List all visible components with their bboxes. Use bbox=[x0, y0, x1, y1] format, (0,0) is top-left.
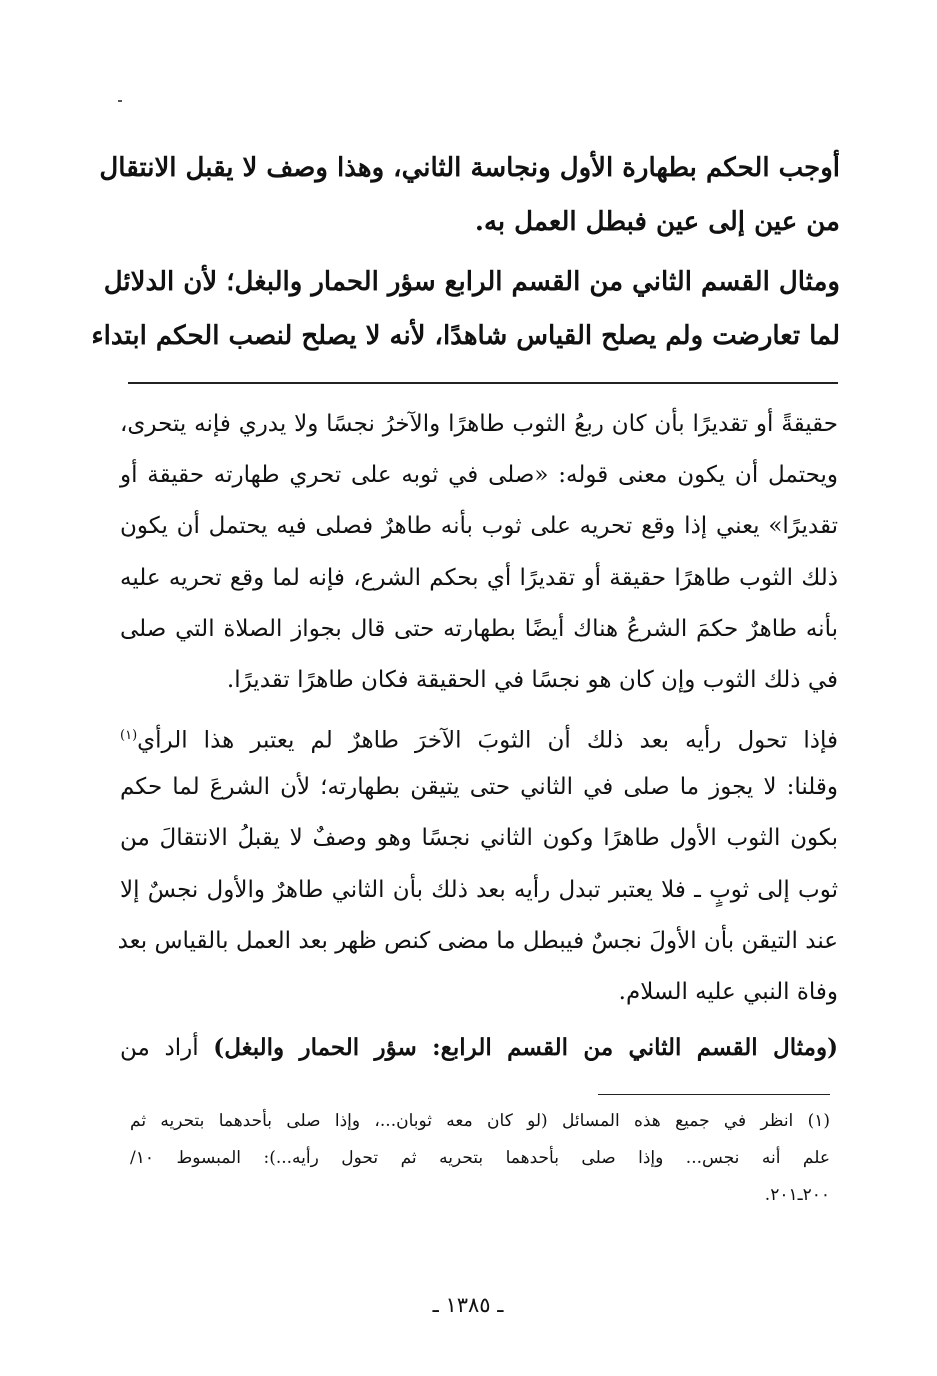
quote-tail: أراد من bbox=[120, 1035, 199, 1061]
main-text-line-1: أوجب الحكم بطهارة الأول ونجاسة الثاني، وهذا وصف لا يقبل الانتقال bbox=[99, 153, 840, 183]
scan-speck bbox=[118, 100, 122, 102]
page-number: ـ ١٣٨٥ ـ bbox=[432, 1293, 504, 1317]
footnote-marker: (١) bbox=[120, 728, 138, 743]
commentary2-line-2: وقلنا: لا يجوز ما صلى في الثاني حتى يتيقن بطهارته؛ لأن الشرعَ لما حكم bbox=[120, 774, 838, 800]
commentary2-line-6: وفاة النبي عليه السلام. bbox=[618, 979, 838, 1005]
commentary2-line-1-text: فإذا تحول رأيه بعد ذلك أن الثوبَ الآخرَ طاهرٌ لم يعتبر هذا الرأي bbox=[137, 727, 838, 754]
commentary-line-4: ذلك الثوب طاهرًا حقيقة أو تقديرًا أي بحكم الشرع، فإنه لما وقع تحريه عليه bbox=[120, 565, 838, 591]
commentary2-line-3: بكون الثوب الأول طاهرًا وكون الثاني نجسًا وهو وصفٌ لا يقبلُ الانتقالَ من bbox=[120, 825, 838, 851]
commentary-line-3: تقديرًا» يعني إذا وقع تحريه على ثوب بأنه طاهرٌ فصلى فيه يحتمل أن يكون bbox=[120, 513, 838, 539]
commentary-line-1: حقيقةً أو تقديرًا بأن كان ربعُ الثوب طاهرًا والآخرُ نجسًا ولا يدري فإنه يتحرى، bbox=[120, 411, 838, 437]
quote-line bbox=[120, 1030, 838, 1066]
main-separator-rule bbox=[128, 382, 838, 384]
commentary2-line-5: عند التيقن بأن الأولَ نجسٌ فيبطل ما مضى كنص ظهر بعد العمل بالقياس بعد bbox=[117, 928, 838, 954]
commentary2-line-4: ثوب إلى ثوبٍ ـ فلا يعتبر تبدل رأيه بعد ذلك بأن الثاني طاهرٌ والأول نجسٌ إلا bbox=[120, 877, 838, 903]
quote-close: ) bbox=[213, 1034, 225, 1061]
main-text-line-4: لما تعارضت ولم يصلح القياس شاهدًا، لأنه لا يصلح لنصب الحكم ابتداء bbox=[91, 321, 840, 351]
quote-phrase: ومثال القسم الثاني من القسم الرابع: سؤر الحمار والبغل bbox=[224, 1034, 828, 1061]
footnote-line-2: علم أنه نجس... وإذا صلى بأحدهما بتحريه ثم تحول رأيه...): المبسوط ١٠/ bbox=[130, 1148, 830, 1168]
footnote-line-3: ٢٠٠ـ٢٠١. bbox=[764, 1185, 830, 1205]
commentary-line-5: بأنه طاهرٌ حكمَ الشرعُ هناك أيضًا بطهارته حتى قال بجواز الصلاة التي صلى bbox=[120, 616, 838, 642]
main-text-line-2: من عين إلى عين فبطل العمل به. bbox=[474, 207, 840, 237]
commentary2-line-1 bbox=[120, 718, 838, 759]
commentary-line-6: في ذلك الثوب وإن كان هو نجسًا في الحقيقة فكان طاهرًا تقديرًا. bbox=[226, 667, 838, 693]
main-text-line-3: ومثال القسم الثاني من القسم الرابع سؤر الحمار والبغل؛ لأن الدلائل bbox=[103, 267, 840, 297]
footnote-separator-rule bbox=[598, 1094, 830, 1095]
commentary-line-2: ويحتمل أن يكون معنى قوله: «صلى في ثوبه على تحري طهارته حقيقة أو bbox=[120, 462, 838, 488]
quote-open: ( bbox=[827, 1034, 838, 1061]
footnote-line-1: (١) انظر في جميع هذه المسائل (لو كان معه ثوبان...، وإذا صلى بأحدهما بتحريه ثم bbox=[130, 1111, 830, 1131]
